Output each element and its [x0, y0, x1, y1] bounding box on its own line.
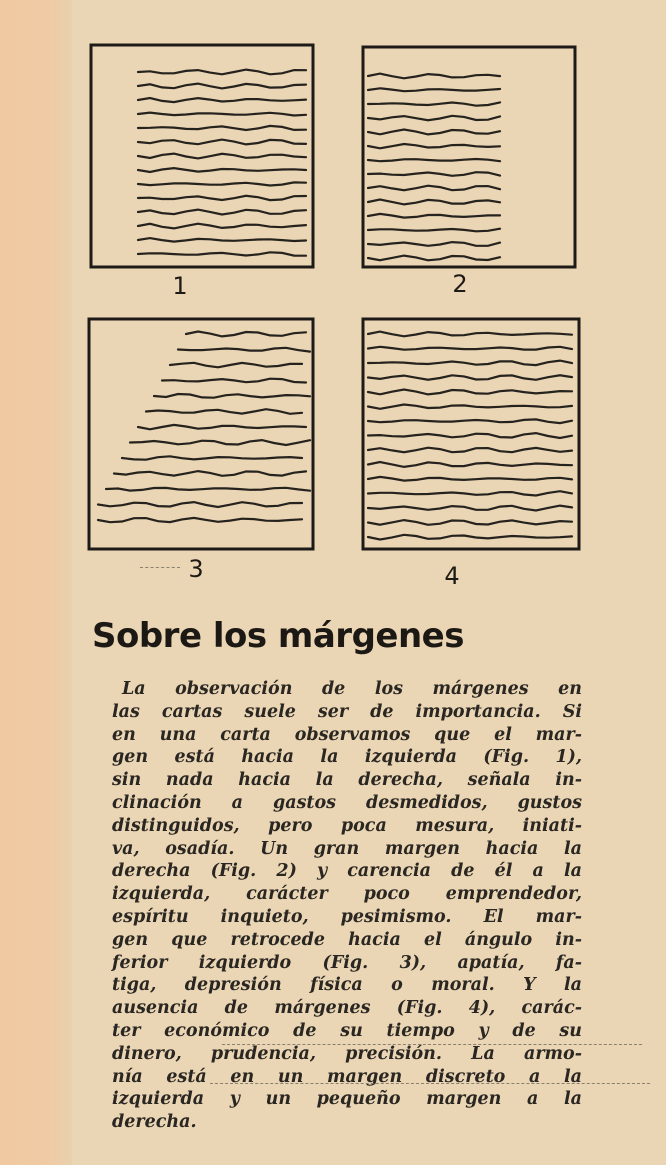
figure-2-text-line [368, 186, 500, 191]
figure-1-text-line [138, 182, 306, 185]
figure-4-text-line [368, 361, 572, 366]
figure-2 [360, 44, 578, 270]
figure-3-text-line [122, 456, 302, 459]
article-line: espíritu inquieto, pesimismo. El mar- [112, 906, 582, 927]
figure-2-text-line [368, 130, 500, 135]
figure-1-text-line [138, 252, 306, 255]
figure-3-text-line [98, 518, 302, 522]
figure-2-text-line [368, 159, 500, 161]
figure-3-text-line [98, 502, 302, 507]
figure-2-text-line [368, 256, 500, 261]
figure-4-text-line [368, 520, 572, 525]
figure-4-text-line [368, 535, 572, 540]
figure-3-number: 3 [188, 555, 204, 583]
article-title: Sobre los márgenes [92, 616, 464, 656]
figure-3-text-line [114, 471, 306, 476]
figure-1-text-line [138, 113, 306, 116]
article-line: derecha. [112, 1112, 197, 1133]
divider-line [140, 567, 180, 568]
figure-3-text-line [154, 394, 310, 398]
figure-3-text-line [162, 379, 306, 383]
article-line: sin nada hacia la derecha, señala in- [112, 770, 582, 791]
article-line: nía está en un margen discreto a la [112, 1066, 582, 1087]
figure-1-text-line [138, 224, 306, 229]
figure-2-text-line [368, 214, 500, 218]
figure-3-text-line [178, 348, 310, 352]
figure-4-text-line [368, 419, 572, 423]
page-edge [0, 0, 72, 1165]
figure-3-text-line [138, 425, 306, 429]
figure-2-text-line [368, 74, 500, 79]
figure-1-text-line [138, 210, 306, 215]
figure-2-frame [363, 47, 575, 267]
figure-4-text-line [368, 477, 572, 481]
article-line: La observación de los márgenes en [122, 679, 582, 699]
figure-4-text-line [368, 405, 572, 409]
figure-1-frame [91, 45, 313, 267]
article-line: va, osadía. Un gran margen hacia la [112, 838, 582, 859]
figure-3-drawing [86, 316, 316, 552]
figure-1-text-line [138, 98, 306, 102]
figure-2-text-line [368, 242, 500, 246]
article-line: en una carta observamos que el mar- [112, 724, 582, 745]
figure-2-number: 2 [452, 270, 468, 298]
figure-2-text-line [368, 88, 500, 91]
figure-2-drawing [360, 44, 578, 270]
figure-1-number: 1 [172, 272, 188, 300]
figure-2-text-line [368, 172, 500, 176]
divider-line [222, 1044, 642, 1045]
figure-1 [88, 42, 316, 270]
article-line: izquierda, carácter poco emprendedor, [112, 884, 582, 905]
figure-4-text-line [368, 448, 572, 453]
figure-4-text-line [368, 390, 572, 395]
article-line: clinación a gastos desmedidos, gustos [112, 792, 582, 813]
figure-4-text-line [368, 506, 572, 511]
figure-1-text-line [138, 196, 306, 200]
figure-1-text-line [138, 126, 306, 130]
figure-3-text-line [130, 440, 310, 445]
article-line: gen está hacia la izquierda (Fig. 1), [112, 747, 582, 768]
figure-3-frame [89, 319, 313, 549]
article-line: ausencia de márgenes (Fig. 4), carác- [112, 998, 582, 1019]
figure-1-drawing [88, 42, 316, 270]
article-body [112, 678, 582, 1134]
figure-2-text-line [368, 116, 500, 120]
article-line: ferior izquierdo (Fig. 3), apatía, fa- [112, 952, 582, 973]
figure-4-text-line [368, 462, 572, 467]
article-line: tiga, depresión física o moral. Y la [112, 975, 582, 996]
figure-3-text-line [146, 409, 302, 414]
figure-1-text-line [138, 84, 306, 89]
figure-3-text-line [186, 332, 306, 337]
figure-4-text-line [368, 332, 572, 337]
figure-4 [360, 316, 582, 552]
article-line: derecha (Fig. 2) y carencia de él a la [112, 861, 582, 882]
article-line: gen que retrocede hacia el ángulo in- [112, 929, 582, 950]
figure-2-text-line [368, 229, 500, 232]
figure-4-text-line [368, 347, 572, 350]
figure-4-text-line [368, 433, 572, 438]
divider-line [210, 1083, 650, 1084]
figure-3 [86, 316, 316, 552]
figure-1-text-line [138, 154, 306, 159]
figure-1-text-line [138, 238, 306, 242]
article-line: dinero, prudencia, precisión. La armo- [112, 1043, 582, 1064]
article-line: las cartas suele ser de importancia. Si [112, 701, 582, 722]
figure-2-text-line [368, 200, 500, 205]
figure-3-text-line [106, 488, 310, 491]
article-line: izquierda y un pequeño margen a la [112, 1089, 582, 1110]
figure-2-text-line [368, 144, 500, 148]
figure-4-drawing [360, 316, 582, 552]
figure-4-number: 4 [444, 562, 460, 590]
article-line: ter económico de su tiempo y de su [112, 1020, 582, 1041]
article-line: distinguidos, pero poca mesura, iniati- [112, 815, 582, 836]
figure-4-text-line [368, 491, 572, 495]
figure-1-text-line [138, 70, 306, 75]
figure-4-text-line [368, 375, 572, 380]
figure-3-text-line [170, 363, 302, 368]
figure-1-text-line [138, 168, 306, 172]
figure-1-text-line [138, 140, 306, 145]
figure-2-text-line [368, 102, 500, 105]
